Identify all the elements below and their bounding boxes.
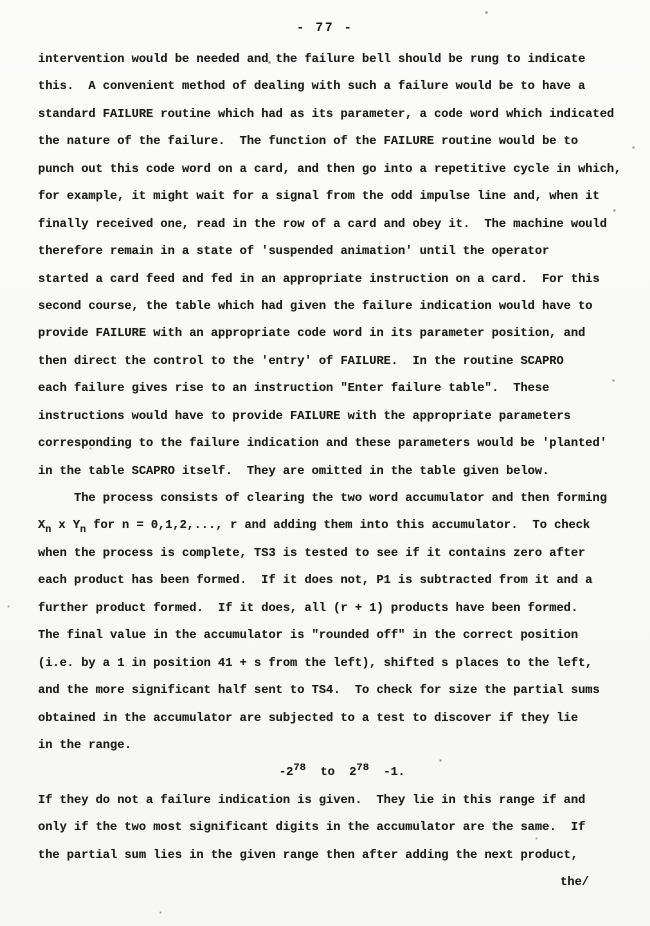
text-line: when the process is complete, TS3 is tested to see if it contains zero after xyxy=(38,545,586,560)
page-number: - 77 - xyxy=(296,21,354,35)
text-line: started a card feed and fed in an appropriate instruction on a card. For this xyxy=(38,271,600,286)
range-formula xyxy=(53,759,631,786)
formula-neg-base: -2 xyxy=(278,765,294,780)
text-line: corresponding to the failure indication and these parameters would be 'planted' xyxy=(38,436,607,451)
text-line: in the range. xyxy=(38,737,132,752)
text-line: only if the two most significant digits in the accumulator are the same. If xyxy=(38,820,586,835)
text-line: punch out this code word on a card, and then go into a repetitive cycle in which, xyxy=(38,161,622,176)
formula-minus-one: -1. xyxy=(369,765,406,780)
text-line-with-subscripts xyxy=(38,512,616,539)
xy-subscript-n: n xyxy=(45,525,52,537)
text-line: the nature of the failure. The function of the FAILURE routine would be to xyxy=(38,134,579,149)
formula-exponent: 78 xyxy=(356,762,370,775)
formula-exponent: 78 xyxy=(293,762,306,775)
body-text xyxy=(0,35,650,897)
text-line: instructions would have to provide FAILURE with the appropriate parameters xyxy=(38,408,571,423)
text-line: If they do not a failure indication is given. They lie in this range if and xyxy=(38,792,586,807)
xy-x: X xyxy=(38,518,46,533)
text-line: The final value in the accumulator is "rounded off" in the correct position xyxy=(38,628,579,643)
text-line: obtained in the accumulator are subjected to a test to discover if they lie xyxy=(38,710,579,725)
text-line: standard FAILURE routine which had as its parameter, a code word which indicated xyxy=(38,106,615,121)
scan-noise-specks xyxy=(0,0,1,1)
text-line: finally received one, read in the row of a card and obey it. The machine would xyxy=(38,216,607,231)
text-line: each failure gives rise to an instruction "Enter failure table". These xyxy=(38,381,550,396)
text-line paragraph-indent: The process consists of clearing the two word accumulator and then forming xyxy=(38,491,607,505)
text-line: for example, it might wait for a signal from the odd impulse line and, when it xyxy=(38,189,600,204)
text-line: and the more significant half sent to TS4. To check for size the partial sums xyxy=(38,683,600,698)
xy-subscript-n: n xyxy=(80,525,87,537)
text-line: in the table SCAPRO itself. They are omitted in the table given below. xyxy=(38,463,550,478)
text-line: then direct the control to the 'entry' of FAILURE. In the routine SCAPRO xyxy=(38,353,564,368)
text-line: intervention would be needed and the failure bell should be rung to indicate xyxy=(38,52,586,66)
text-line: this. A convenient method of dealing with such a failure would be to have a xyxy=(38,79,586,94)
text-line: second course, the table which had given the failure indication would have to xyxy=(38,298,593,313)
xy-mid: x Y xyxy=(51,518,81,533)
formula-to-base: to 2 xyxy=(305,765,357,780)
text-line: therefore remain in a state of 'suspended animation' until the operator xyxy=(38,244,550,259)
text-line: provide FAILURE with an appropriate code word in its parameter position, and xyxy=(38,326,586,341)
xy-rest: for n = 0,1,2,..., r and adding them into this accumulator. To check xyxy=(86,518,591,533)
text-line: each product has been formed. If it does not, P1 is subtracted from it and a xyxy=(38,573,593,588)
text-line: further product formed. If it does, all (r + 1) products have been formed. xyxy=(38,600,579,615)
continuation-word: the/ xyxy=(560,875,589,890)
text-line: the partial sum lies in the given range then after adding the next product, xyxy=(38,847,579,862)
text-line: (i.e. by a 1 in position 41 + s from the left), shifted s places to the left, xyxy=(38,655,593,670)
